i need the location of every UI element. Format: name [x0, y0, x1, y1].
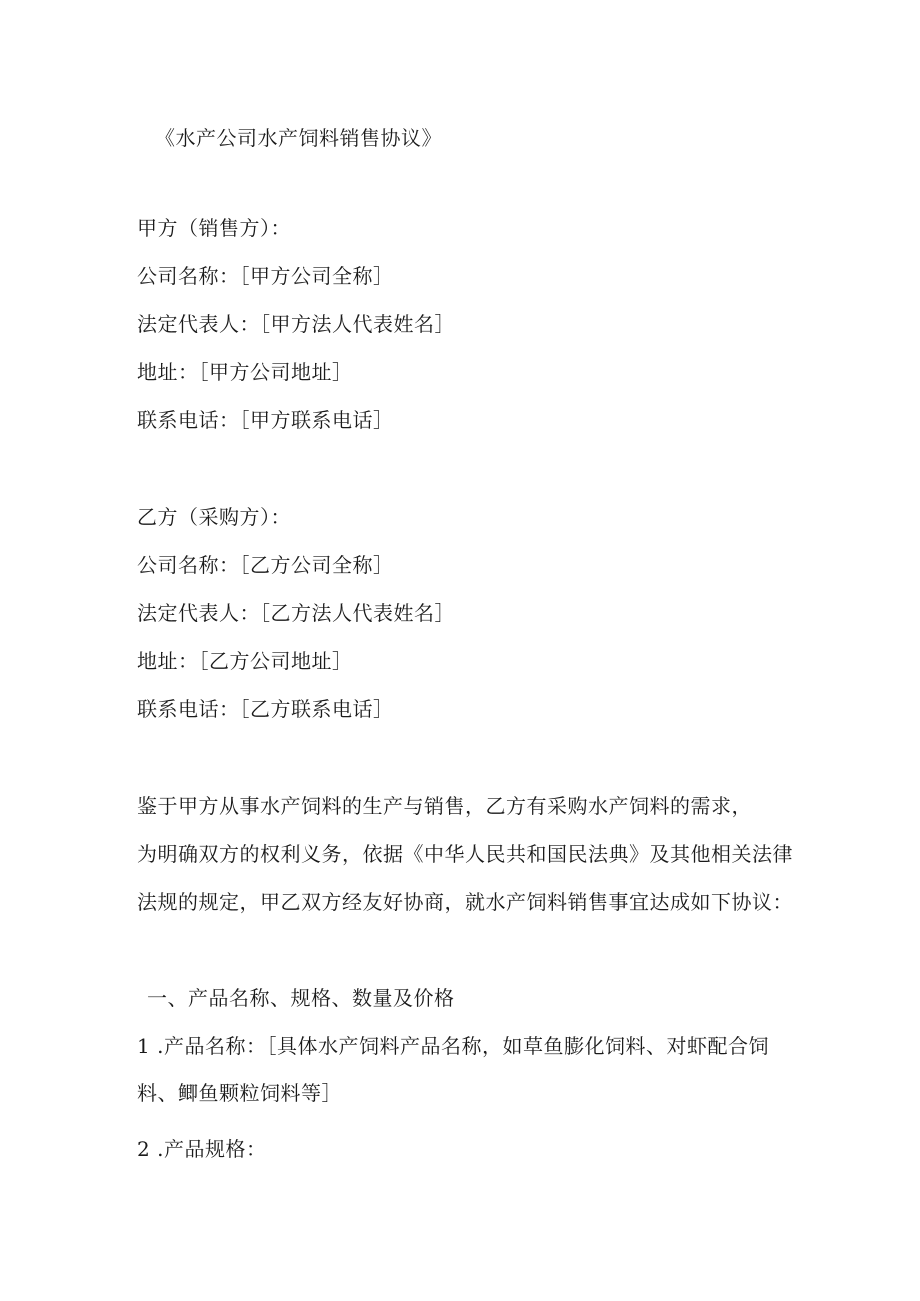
item-1-line-1: 1 .产品名称：［具体水产饲料产品名称，如草鱼膨化饲料、对虾配合饲	[137, 1034, 769, 1058]
party-b-heading: 乙方（采购方）：	[137, 505, 291, 529]
preamble-line-3: 法规的规定，甲乙双方经友好协商，就水产饲料销售事宜达成如下协议：	[137, 890, 793, 914]
preamble-line-1: 鉴于甲方从事水产饲料的生产与销售，乙方有采购水产饲料的需求，	[137, 794, 752, 818]
party-a-phone: 联系电话：［甲方联系电话］	[137, 408, 394, 432]
party-a-representative: 法定代表人：［甲方法人代表姓名］	[137, 312, 455, 336]
document-title: 《水产公司水产饲料销售协议》	[155, 126, 442, 150]
party-a-address: 地址：［甲方公司地址］	[137, 360, 353, 384]
item-2: 2 .产品规格：	[137, 1137, 267, 1161]
party-a-company: 公司名称：［甲方公司全称］	[137, 264, 394, 288]
preamble-line-2: 为明确双方的权利义务，依据《中华人民共和国民法典》及其他相关法律	[137, 842, 793, 866]
party-b-representative: 法定代表人：［乙方法人代表姓名］	[137, 601, 455, 625]
party-a-heading: 甲方（销售方）：	[137, 216, 291, 240]
party-b-phone: 联系电话：［乙方联系电话］	[137, 697, 394, 721]
party-b-company: 公司名称：［乙方公司全称］	[137, 553, 394, 577]
party-b-address: 地址：［乙方公司地址］	[137, 649, 353, 673]
item-1-line-2: 料、鲫鱼颗粒饲料等］	[137, 1081, 342, 1105]
section-1-heading: 一、产品名称、规格、数量及价格	[147, 986, 455, 1010]
